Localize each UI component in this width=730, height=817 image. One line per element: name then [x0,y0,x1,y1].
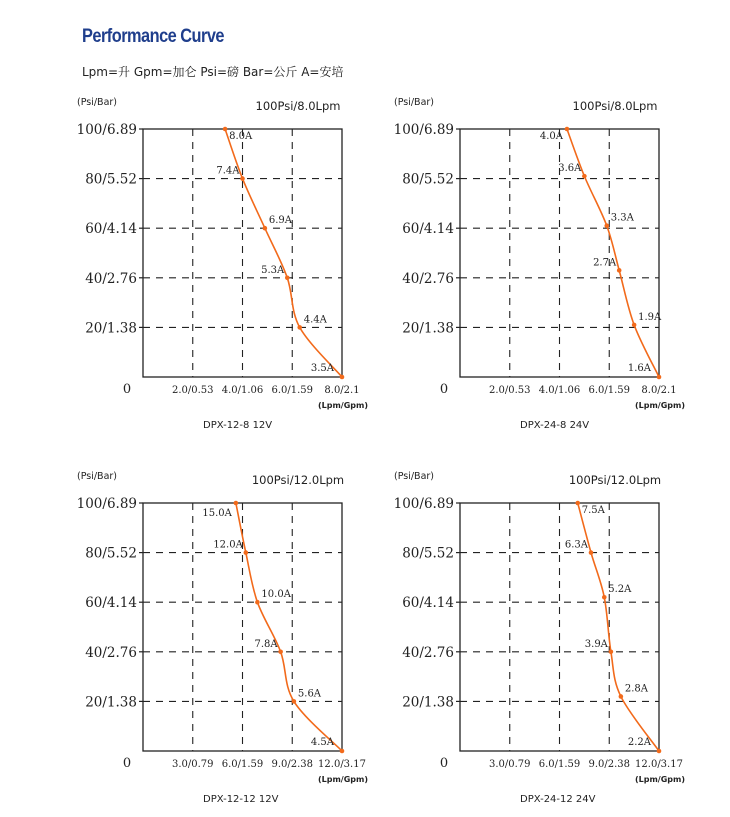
chart-1-data-label: 6.9A [268,215,293,227]
chart-1-y-tick-label: 60/4.14 [85,221,137,238]
chart-3-data-point [234,501,239,506]
chart-1-data-point [297,325,302,330]
chart-4-x-tick-label: 9.0/2.38 [588,759,631,770]
chart-2-x-axis-label: (Lpm/Gpm) [634,401,686,410]
chart-2-y-tick-label: 40/2.76 [402,270,454,287]
chart-2-data-label: 1.6A [627,363,651,374]
chart-3-data-point [340,749,345,754]
chart-3-data-point [255,600,260,605]
chart-1-data-point [263,226,268,231]
chart-2-title: 100Psi/8.0Lpm [572,99,658,113]
chart-1-y-tick-label: 0 [122,382,132,397]
chart-3-data-label: 5.6A [297,688,322,700]
chart-3-data-label: 15.0A [202,508,232,519]
chart-4-data-point [575,501,580,506]
chart-3-y-tick-label: 20/1.38 [85,694,137,711]
chart-1-data-label: 3.5A [310,363,334,374]
chart-4-title: 100Psi/12.0Lpm [568,473,662,487]
chart-2-data-point [565,127,570,132]
chart-1-data-label: 8.0A [229,131,253,142]
chart-1-data-point [240,176,245,181]
chart-2-model-label: DPX-24-8 24V [520,420,590,431]
chart-2-y-tick-label: 0 [439,382,449,397]
chart-4-model-label: DPX-24-12 24V [520,794,596,805]
chart-2-y-tick-label: 20/1.38 [402,320,454,337]
chart-3-x-axis-label: (Lpm/Gpm) [317,775,369,784]
chart-4-x-tick-label: 12.0/3.17 [635,759,683,770]
chart-4-x-axis-label: (Lpm/Gpm) [634,775,686,784]
chart-4-x-tick-label: 6.0/1.59 [538,759,581,770]
chart-3-data-label: 7.8A [254,638,278,650]
chart-3-y-tick-label: 100/6.89 [76,496,137,512]
chart-4-series-line [578,503,659,751]
chart-3-x-tick-label: 12.0/3.17 [318,759,366,770]
chart-1-y-tick-label: 40/2.76 [85,270,137,287]
chart-1-model-label: DPX-12-8 12V [203,420,273,431]
chart-3-data-label: 4.5A [310,737,334,748]
chart-3-data-point [292,699,297,704]
chart-1-data-point [285,276,290,281]
chart-2-data-point [657,375,662,380]
chart-2-x-tick-label: 6.0/1.59 [588,385,631,396]
chart-2-data-point [604,223,609,228]
chart-1-title: 100Psi/8.0Lpm [255,99,341,113]
chart-1-x-tick-label: 6.0/1.59 [271,385,314,396]
chart-4-y-axis-label: (Psi/Bar) [394,471,435,482]
chart-2-data-point [632,323,637,328]
chart-4-data-label: 2.2A [627,737,651,748]
chart-2-data-point [617,268,622,273]
chart-1-y-tick-label: 20/1.38 [85,320,137,337]
chart-4-data-label: 6.3A [564,539,589,551]
chart-4-data-point [602,595,607,600]
chart-4-y-tick-label: 100/6.89 [393,496,454,512]
chart-4-data-label: 5.2A [608,584,632,596]
chart-3-x-tick-label: 9.0/2.38 [271,759,314,770]
chart-2-data-label: 4.0A [539,131,563,142]
chart-3-series-line [236,503,342,751]
chart-2-data-label: 1.9A [638,311,662,323]
chart-1-y-tick-label: 100/6.89 [76,122,137,138]
chart-2-y-axis-label: (Psi/Bar) [394,97,435,108]
chart-4-data-point [657,749,662,754]
chart-2-y-tick-label: 60/4.14 [402,221,454,238]
chart-1-x-axis-label: (Lpm/Gpm) [317,401,369,410]
chart-4-data-label: 3.9A [584,638,608,650]
chart-1-x-tick-label: 8.0/2.1 [324,385,360,396]
chart-3-data-point [278,650,283,655]
chart-2-x-tick-label: 2.0/0.53 [488,385,531,396]
chart-1-x-tick-label: 2.0/0.53 [171,385,214,396]
chart-3-model-label: DPX-12-12 12V [203,794,279,805]
chart-3-x-tick-label: 3.0/0.79 [171,759,214,770]
chart-2-y-tick-label: 100/6.89 [393,122,454,138]
chart-3-y-axis-label: (Psi/Bar) [77,471,118,482]
chart-2-data-label: 2.7A [593,257,617,269]
chart-4-data-label: 7.5A [581,505,605,516]
chart-2-y-tick-label: 80/5.52 [402,171,454,188]
chart-3-y-tick-label: 80/5.52 [85,545,137,562]
chart-4-y-tick-label: 0 [439,756,449,771]
chart-4-data-point [589,550,594,555]
units-legend: Lpm=升 Gpm=加仑 Psi=磅 Bar=公斤 A=安培 [82,65,344,79]
chart-3-y-tick-label: 40/2.76 [85,644,137,661]
chart-4-y-tick-label: 40/2.76 [402,644,454,661]
chart-3-y-tick-label: 0 [122,756,132,771]
chart-4-data-label: 2.8A [624,683,648,695]
chart-2-data-point [582,174,587,179]
chart-3-data-label: 12.0A [213,539,243,551]
chart-3-data-label: 10.0A [261,589,291,601]
chart-3-title: 100Psi/12.0Lpm [251,473,345,487]
chart-4-y-tick-label: 80/5.52 [402,545,454,562]
chart-4-data-point [609,650,614,655]
chart-1-data-point [223,127,228,132]
chart-1-data-label: 7.4A [216,165,240,177]
chart-4-data-point [619,694,624,699]
chart-1-data-label: 4.4A [303,314,327,326]
chart-2-data-label: 3.6A [558,163,582,175]
chart-1-data-point [340,375,345,380]
chart-2-x-tick-label: 4.0/1.06 [538,385,581,396]
chart-3-data-point [244,550,249,555]
page-title: Performance Curve [82,26,224,47]
chart-4-x-tick-label: 3.0/0.79 [488,759,531,770]
chart-1-x-tick-label: 4.0/1.06 [221,385,264,396]
chart-3-x-tick-label: 6.0/1.59 [221,759,264,770]
chart-4-y-tick-label: 20/1.38 [402,694,454,711]
chart-4-y-tick-label: 60/4.14 [402,595,454,612]
chart-1-data-label: 5.3A [261,264,285,276]
chart-1-y-axis-label: (Psi/Bar) [77,97,118,108]
chart-2-x-tick-label: 8.0/2.1 [641,385,677,396]
chart-3-y-tick-label: 60/4.14 [85,595,137,612]
chart-2-data-label: 3.3A [610,212,634,224]
chart-1-y-tick-label: 80/5.52 [85,171,137,188]
